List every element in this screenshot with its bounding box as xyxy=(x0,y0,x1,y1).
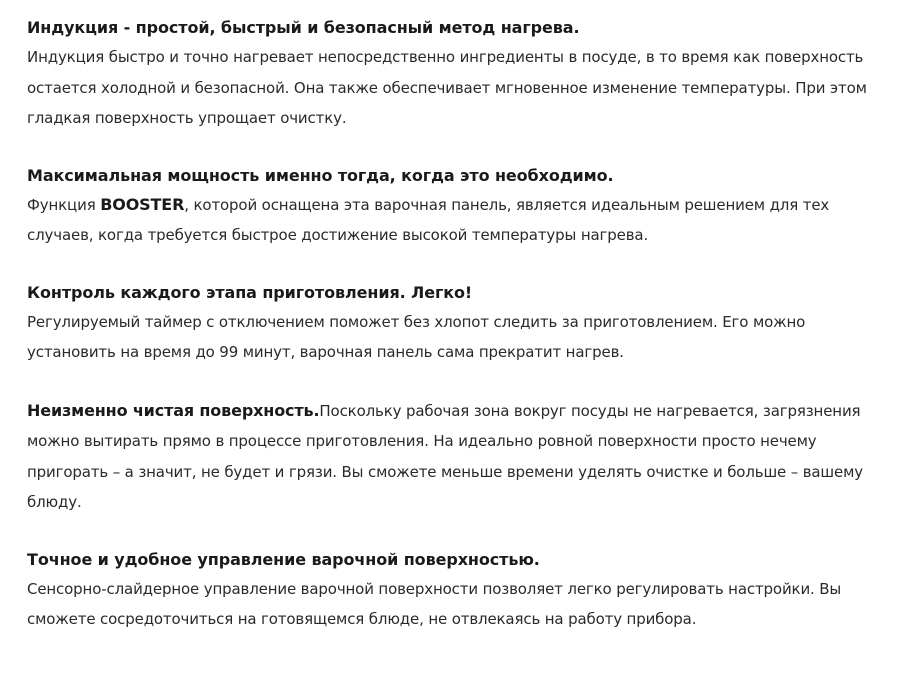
booster-keyword: BOOSTER xyxy=(100,194,185,214)
section-heading: Контроль каждого этапа приготовления. Легко! xyxy=(27,282,473,302)
section-timer xyxy=(27,279,876,368)
section-induction xyxy=(27,14,876,134)
text-before: Функция xyxy=(27,195,101,214)
section-booster xyxy=(27,162,876,251)
section-text xyxy=(27,396,876,518)
section-text: Регулируемый таймер с отключением поможет без хлопот следить за приготовлением. Его можно установить на время до 99 минут, варочная панель сама прекратит нагрев. xyxy=(27,312,806,361)
section-heading: Точное и удобное управление варочной поверхностью. xyxy=(27,549,540,569)
section-heading: Максимальная мощность именно тогда, когда это необходимо. xyxy=(27,165,614,185)
section-heading: Индукция - простой, быстрый и безопасный метод нагрева. xyxy=(27,18,580,37)
section-heading: Неизменно чистая поверхность. xyxy=(27,400,320,420)
section-body: Поскольку рабочая зона вокруг посуды не нагревается, загрязнения можно вытирать прямо в процессе приготовления. На идеально ровной поверхности просто нечему пригорать – а значит, не будет и грязи. Вы сможете меньше времени уделять очистке и больше – вашему блюду. xyxy=(27,401,863,511)
section-text xyxy=(27,190,876,251)
section-controls xyxy=(27,546,876,635)
text-after: , которой оснащена эта варочная панель, является идеальным решением для тех случаев, когда требуется быстрое достижение высокой температуры нагрева. xyxy=(27,195,830,244)
section-text: Сенсорно-слайдерное управление варочной поверхности позволяет легко регулировать настройки. Вы сможете сосредоточиться на готовящемся блюде, не отвлекаясь на работу прибора. xyxy=(27,579,842,628)
section-text: Индукция быстро и точно нагревает непосредственно ингредиенты в посуде, в то время как поверхность остается холодной и безопасной. Она также обеспечивает мгновенное изменение температуры. При этом гладкая поверхность упрощает очистку. xyxy=(27,48,867,127)
section-clean-surface xyxy=(27,396,876,518)
